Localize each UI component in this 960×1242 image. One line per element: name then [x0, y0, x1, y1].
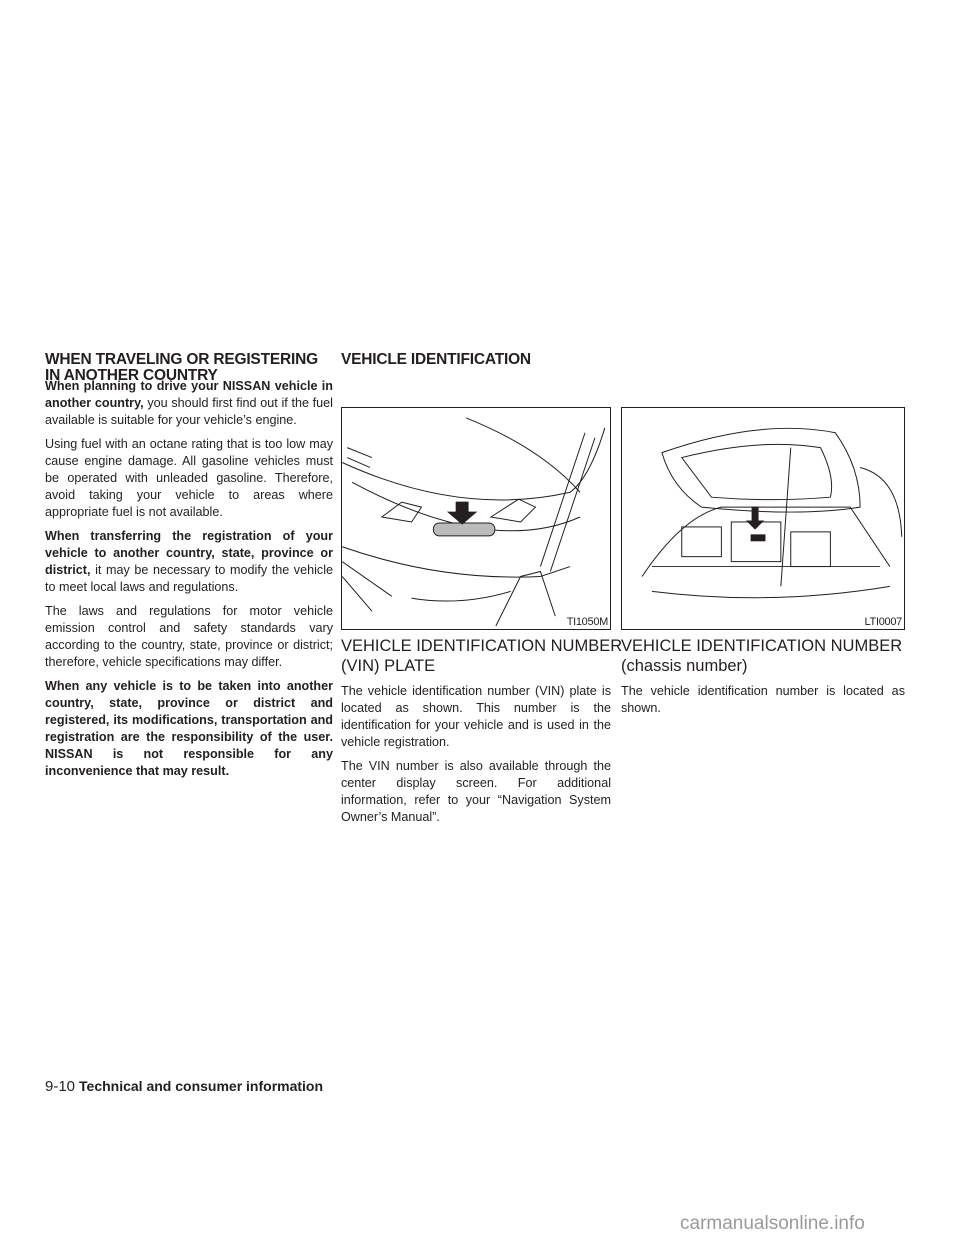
chassis-number-heading — [621, 636, 902, 676]
paragraph: The VIN number is also available through the center display screen. For additional information, refer to your “Navigation System Owner’s Manual”. — [341, 759, 611, 824]
text: it may be necessary to modify the vehicle to meet local laws and regulations. — [45, 563, 333, 594]
vin-plate-heading — [341, 636, 622, 676]
heading-line: WHEN TRAVELING OR REGISTERING — [45, 351, 318, 368]
heading-line: VEHICLE IDENTIFICATION NUMBER — [621, 637, 903, 655]
text: you should first find out if the fuel available is suitable for your vehicle’s engine. — [45, 396, 333, 427]
paragraph — [45, 378, 333, 429]
vin-plate-figure — [341, 407, 611, 630]
heading-line: VEHICLE IDENTIFICATION NUMBER — [341, 637, 623, 655]
heading-line: IN ANOTHER COUNTRY — [45, 367, 218, 384]
bold-text: When planning to drive your NISSAN vehicle in another country, — [45, 379, 333, 410]
chassis-number-figure — [621, 407, 905, 630]
paragraph: The vehicle identification number is located as shown. — [621, 684, 905, 715]
page-number: 9-10 — [45, 1078, 76, 1095]
paragraph: When any vehicle is to be taken into another country, state, province or district and registered, its modifications, transportation and registration are the responsibility of the user. NISSAN is not responsible for any inconvenience that may result. — [45, 679, 333, 778]
section-heading-vehicle-id: VEHICLE IDENTIFICATION — [341, 351, 531, 368]
engine-bay-illustration — [622, 408, 904, 629]
bold-text: When transferring the registration of your vehicle to another country, state, province or district, — [45, 529, 333, 577]
paragraph: Using fuel with an octane rating that is too low may cause engine damage. All gasoline vehicles must be operated with unleaded gasoline. Therefore, avoid taking your vehicle to areas where appropriate fuel is not available. — [45, 437, 333, 519]
middle-column-text — [341, 683, 611, 833]
dashboard-illustration — [342, 408, 610, 629]
paragraph: The vehicle identification number (VIN) plate is located as shown. This number is the identification for your vehicle and is used in the vehicle registration. — [341, 684, 611, 749]
heading-line: (VIN) PLATE — [341, 657, 436, 675]
watermark: carmanualsonline.info — [680, 1213, 865, 1234]
figure-code: LTI0007 — [864, 616, 902, 628]
left-column — [45, 378, 333, 787]
right-column-text — [621, 683, 905, 724]
paragraph — [45, 528, 333, 596]
chapter-title: Technical and consumer information — [79, 1078, 324, 1094]
heading-line: (chassis number) — [621, 657, 748, 675]
paragraph: The laws and regulations for motor vehicle emission control and safety standards vary according to the country, state, province or district; therefore, vehicle specifications may differ. — [45, 604, 333, 669]
page-footer — [45, 1078, 323, 1095]
figure-code: TI1050M — [566, 616, 608, 628]
